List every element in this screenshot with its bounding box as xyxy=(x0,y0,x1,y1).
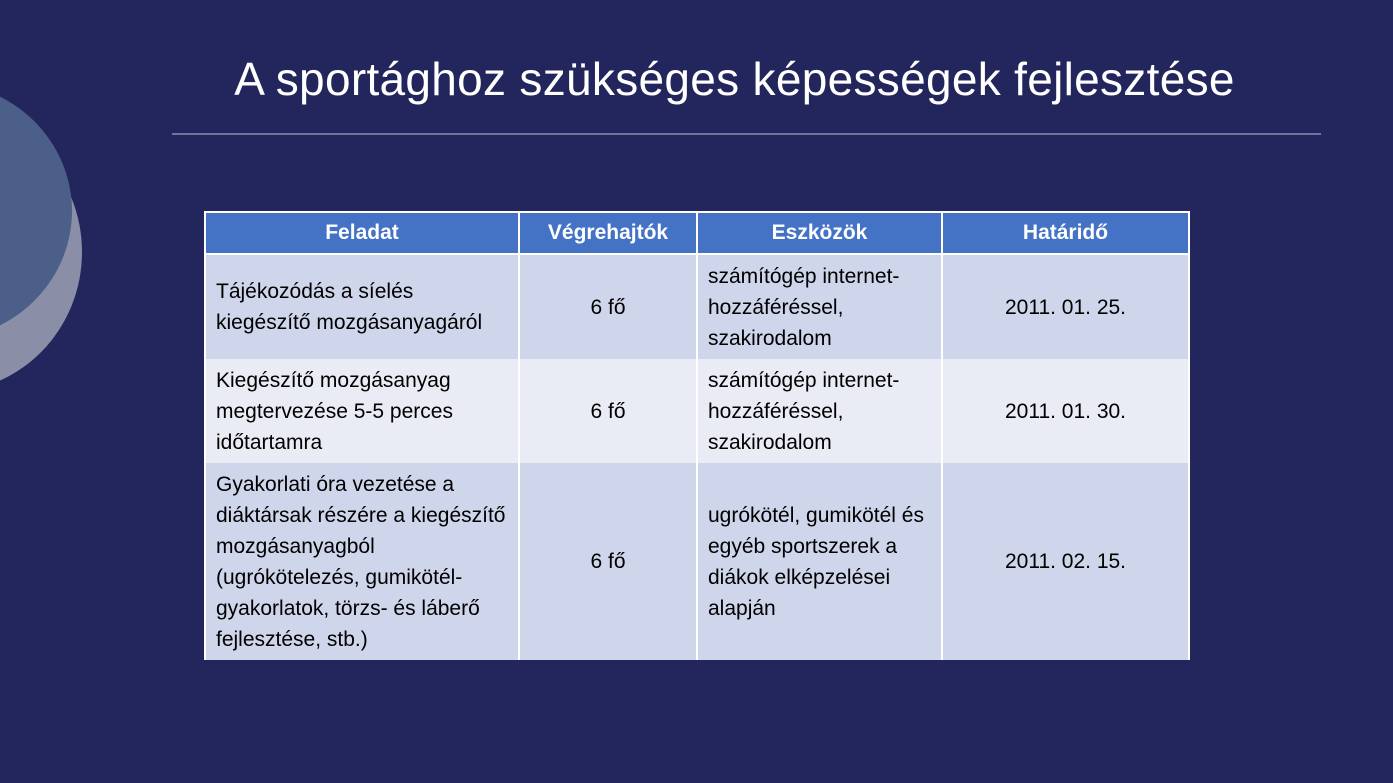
cell-hatarido: 2011. 02. 15. xyxy=(942,463,1189,660)
table-row xyxy=(205,359,1189,463)
header-eszkozok: Eszközök xyxy=(697,212,942,254)
cell-feladat: Gyakorlati óra vezetése a diáktársak részére a kiegészítő mozgásanyagból (ugrókötelezés, gumikötél-gyakorlatok, törzs- és láberő fejlesztése, stb.) xyxy=(205,463,519,660)
slide-title: A sportághoz szükséges képességek fejlesztése xyxy=(234,53,1235,105)
table-header-row xyxy=(205,212,1189,254)
cell-feladat: Kiegészítő mozgásanyag megtervezése 5-5 perces időtartamra xyxy=(205,359,519,463)
cell-hatarido: 2011. 01. 30. xyxy=(942,359,1189,463)
header-vegrehajtok: Végrehajtók xyxy=(519,212,697,254)
cell-vegrehajtok: 6 fő xyxy=(519,254,697,359)
cell-vegrehajtok: 6 fő xyxy=(519,359,697,463)
table-row xyxy=(205,254,1189,359)
cell-eszkozok: ugrókötél, gumikötél és egyéb sportszerek a diákok elképzelései alapján xyxy=(697,463,942,660)
header-feladat: Feladat xyxy=(205,212,519,254)
cell-eszkozok: számítógép internet-hozzáféréssel, szakirodalom xyxy=(697,359,942,463)
cell-feladat: Tájékozódás a síelés kiegészítő mozgásanyagáról xyxy=(205,254,519,359)
title-divider xyxy=(172,133,1321,135)
header-hatarido: Határidő xyxy=(942,212,1189,254)
cell-eszkozok: számítógép internet-hozzáféréssel, szakirodalom xyxy=(697,254,942,359)
table-row xyxy=(205,463,1189,660)
cell-hatarido: 2011. 01. 25. xyxy=(942,254,1189,359)
task-table xyxy=(204,211,1190,660)
cell-vegrehajtok: 6 fő xyxy=(519,463,697,660)
